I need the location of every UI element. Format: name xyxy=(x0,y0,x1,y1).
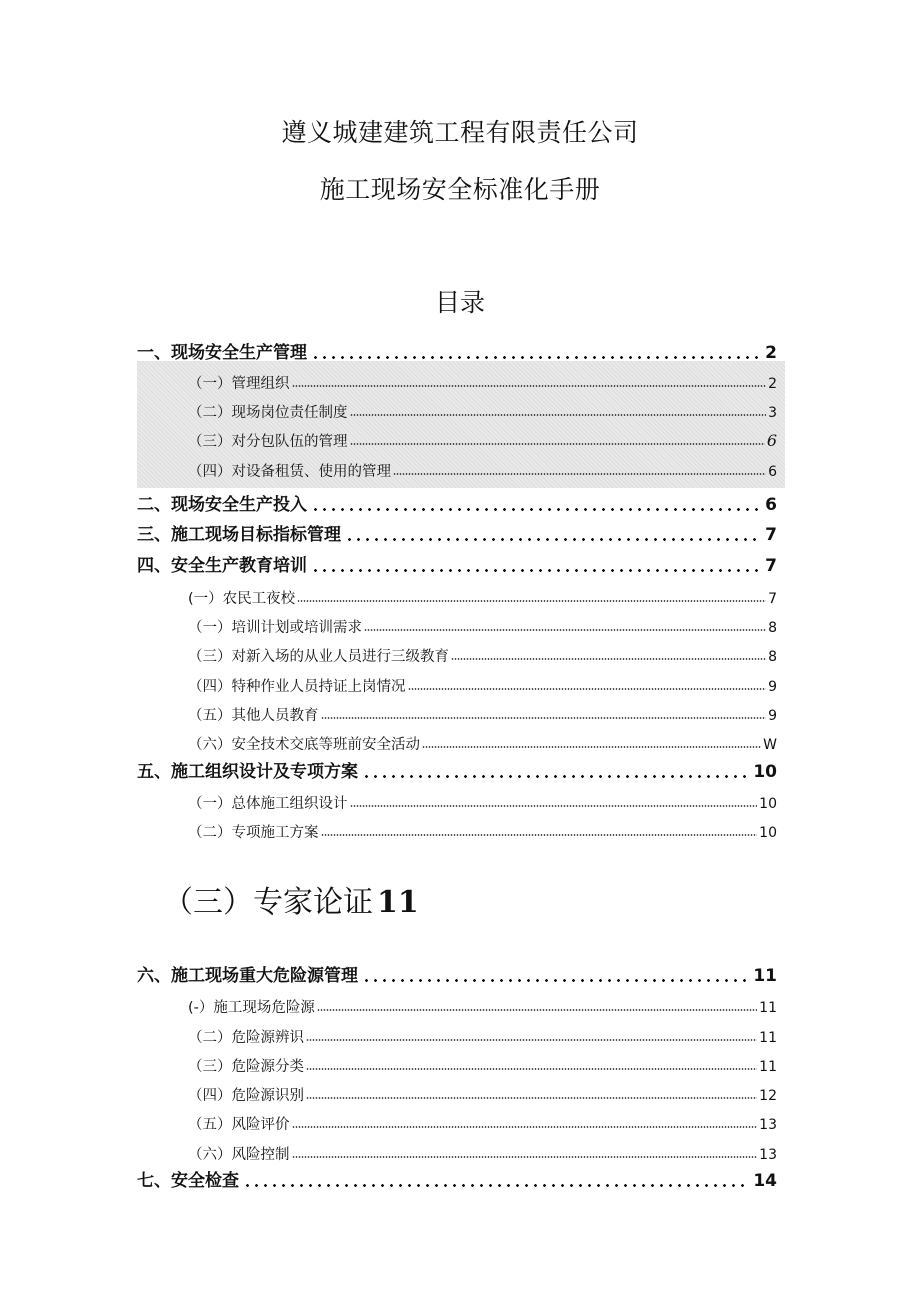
toc-entry-label: （四）对设备租赁、使用的管理 xyxy=(188,464,391,480)
toc-leader xyxy=(317,1000,757,1012)
toc-entry[interactable] xyxy=(188,645,777,667)
toc-entry-label: (一）农民工夜校 xyxy=(188,591,296,607)
toc-entry-page: 8 xyxy=(768,649,777,665)
toc-entry-label: 五、施工组织设计及专项方案 xyxy=(137,762,358,782)
toc-entry-page: 7 xyxy=(765,556,777,576)
toc-entry-page: 10 xyxy=(759,796,777,812)
toc-entry-label: （二）危险源辨识 xyxy=(188,1030,304,1046)
toc-entry-page: 10 xyxy=(753,762,777,782)
company-title: 遵义城建建筑工程有限责任公司 xyxy=(281,118,639,147)
toc-entry-label: （六）风险控制 xyxy=(188,1147,290,1163)
toc-leader xyxy=(321,825,758,837)
toc-entry-page: 12 xyxy=(759,1088,777,1104)
toc-entry-page: 9 xyxy=(768,679,777,695)
toc-entry-label: 七、安全检查 xyxy=(137,1171,239,1191)
section-heading-page: 11 xyxy=(377,885,419,920)
toc-entry-label: (-）施工现场危险源 xyxy=(188,1000,315,1016)
toc-entry-page: 7 xyxy=(768,591,777,607)
toc-leader xyxy=(408,679,767,691)
toc-entry[interactable] xyxy=(188,1026,777,1048)
section-heading-expert-review[interactable] xyxy=(163,877,419,921)
toc-entry-label: （二）现场岗位责任制度 xyxy=(188,405,348,421)
toc-entry-page: 8 xyxy=(768,620,777,636)
toc-leader xyxy=(306,1030,757,1042)
toc-entry-label: 四、安全生产教育培训 xyxy=(137,556,307,576)
toc-entry-page: 6 xyxy=(768,464,777,480)
toc-entry-label: （三）危险源分类 xyxy=(188,1059,304,1075)
toc-entry[interactable] xyxy=(188,1084,777,1106)
toc-leader xyxy=(311,555,761,573)
toc-entry-label: 三、施工现场目标指标管理 xyxy=(137,525,341,545)
toc-entry[interactable] xyxy=(137,757,777,783)
toc-entry[interactable] xyxy=(188,460,777,482)
toc-entry[interactable] xyxy=(137,520,777,546)
toc-entry-label: （四）特种作业人员持证上岗情况 xyxy=(188,679,406,695)
toc-entry-label: （三）对新入场的从业人员进行三级教育 xyxy=(188,649,449,665)
toc-entry[interactable] xyxy=(188,1055,777,1077)
toc-entry-page: 11 xyxy=(753,966,777,986)
toc-leader xyxy=(306,1059,757,1071)
toc-entry-page: 11 xyxy=(759,1030,777,1046)
toc-entry-label: （五）其他人员教育 xyxy=(188,708,319,724)
toc-entry[interactable] xyxy=(137,1166,777,1192)
toc-leader xyxy=(451,649,766,661)
toc-leader xyxy=(292,376,767,388)
toc-entry[interactable] xyxy=(188,372,777,394)
toc-entry-page: 11 xyxy=(759,1000,777,1016)
toc-entry-page: 13 xyxy=(759,1147,777,1163)
toc-leader xyxy=(345,524,761,542)
toc-entry[interactable] xyxy=(188,733,777,755)
toc-entry-page: 6 xyxy=(765,495,777,515)
toc-leader xyxy=(297,591,766,603)
toc-leader xyxy=(306,1088,757,1100)
toc-leader xyxy=(311,342,761,360)
toc-entry[interactable] xyxy=(188,587,777,609)
toc-entry[interactable] xyxy=(137,961,777,987)
toc-leader xyxy=(350,405,767,417)
toc-entry-label: （一）总体施工组织设计 xyxy=(188,796,348,812)
toc-entry[interactable] xyxy=(188,1113,777,1135)
toc-leader xyxy=(350,434,765,446)
toc-leader xyxy=(364,620,766,632)
toc-entry-page: W xyxy=(763,737,777,753)
toc-entry-page: 14 xyxy=(753,1171,777,1191)
toc-entry-label: 二、现场安全生产投入 xyxy=(137,495,307,515)
toc-entry-page: 13 xyxy=(759,1117,777,1133)
toc-entry[interactable] xyxy=(188,616,777,638)
toc-leader xyxy=(321,708,767,720)
toc-entry-label: （六）安全技术交底等班前安全活动 xyxy=(188,737,420,753)
toc-entry[interactable] xyxy=(188,401,777,423)
toc-entry-label: 一、现场安全生产管理 xyxy=(137,343,307,363)
toc-entry[interactable] xyxy=(188,821,777,843)
toc-leader xyxy=(393,464,766,476)
toc-entry-label: （三）对分包队伍的管理 xyxy=(188,434,348,450)
toc-entry-page: 9 xyxy=(768,708,777,724)
toc-leader xyxy=(311,494,761,512)
toc-entry-label: （一）管理组织 xyxy=(188,376,290,392)
toc-leader xyxy=(362,965,749,983)
manual-title: 施工现场安全标准化手册 xyxy=(319,175,601,204)
toc-entry-label: （五）风险评价 xyxy=(188,1117,290,1133)
toc-leader xyxy=(243,1170,749,1188)
toc-entry[interactable] xyxy=(188,1143,777,1165)
toc-entry-page: 2 xyxy=(765,343,777,363)
toc-entry[interactable] xyxy=(137,338,777,364)
toc-entry[interactable] xyxy=(188,675,777,697)
toc-entry-page: 11 xyxy=(759,1059,777,1075)
toc-entry-page: 7 xyxy=(765,525,777,545)
toc-entry[interactable] xyxy=(137,551,777,577)
toc-entry[interactable] xyxy=(188,430,777,452)
toc-entry-page: 3 xyxy=(768,405,777,421)
toc-entry-page: 10 xyxy=(759,825,777,841)
toc-leader xyxy=(362,761,749,779)
toc-entry-label: （一）培训计划或培训需求 xyxy=(188,620,362,636)
toc-entry[interactable] xyxy=(137,490,777,516)
toc-leader xyxy=(292,1147,758,1159)
toc-entry-page: 2 xyxy=(768,376,777,392)
toc-leader xyxy=(422,737,761,749)
toc-leader xyxy=(292,1117,758,1129)
toc-entry-label: （四）危险源识别 xyxy=(188,1088,304,1104)
toc-entry-label: 六、施工现场重大危险源管理 xyxy=(137,966,358,986)
toc-entry[interactable] xyxy=(188,792,777,814)
toc-leader xyxy=(350,796,758,808)
toc-entry[interactable] xyxy=(188,704,777,726)
toc-entry-page: 6 xyxy=(766,431,777,450)
section-heading-label: （三）专家论证 xyxy=(163,885,373,920)
toc-entry-label: （二）专项施工方案 xyxy=(188,825,319,841)
toc-heading: 目录 xyxy=(434,288,485,317)
toc-entry[interactable] xyxy=(188,996,777,1018)
